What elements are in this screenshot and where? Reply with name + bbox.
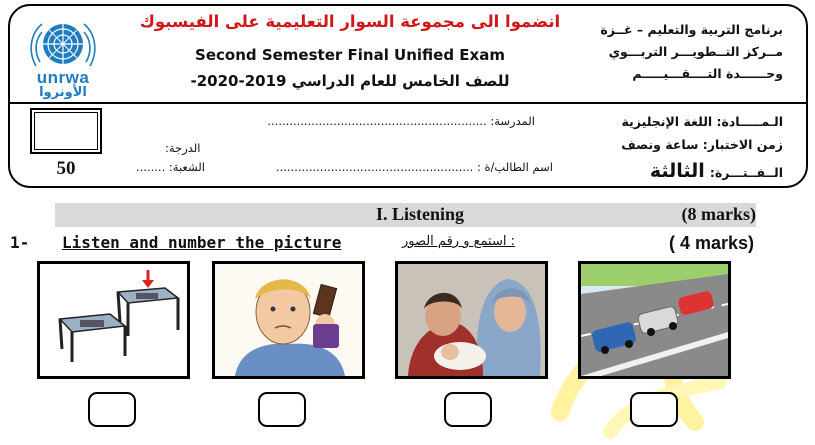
student-name-field[interactable] bbox=[276, 160, 553, 174]
boy-chocolate-illustration-icon bbox=[215, 264, 362, 376]
question-number: 1- bbox=[10, 233, 30, 252]
question-text-arabic: : استمع و رقم الصور bbox=[401, 234, 515, 249]
score-box-inner bbox=[34, 112, 98, 150]
section-field[interactable] bbox=[136, 160, 205, 174]
answer-box-2[interactable] bbox=[258, 392, 306, 427]
center-name: مــركز التــطويـــر التربـــوي bbox=[608, 44, 783, 59]
period-label: الــفــتـــرة: bbox=[709, 165, 783, 180]
school-field[interactable] bbox=[267, 114, 535, 128]
period-value: الثالثة bbox=[649, 160, 705, 182]
logo-text-english: unrwa bbox=[36, 68, 90, 87]
facebook-group-banner: انضموا الى مجموعة السوار التعليمية على الفيسبوك bbox=[139, 12, 561, 31]
school-label: المدرسة: bbox=[490, 114, 535, 128]
student-dots: ...................................................... bbox=[275, 160, 474, 174]
picture-road-cars bbox=[578, 261, 731, 379]
duration-line: زمن الاختبار: ساعة ونصف bbox=[621, 137, 783, 152]
section-label: الشعبة: bbox=[168, 160, 205, 174]
score-total: 50 bbox=[56, 158, 76, 179]
logo-text-arabic: الأونروا bbox=[39, 85, 87, 100]
question-marks: ( 4 marks) bbox=[668, 233, 754, 253]
program-name: برنامج التربية والتعليم – غــزة bbox=[600, 22, 783, 37]
mother-baby-photo-icon bbox=[398, 264, 545, 376]
unit-name: وحــــــدة التــــقـــيـــــم bbox=[632, 66, 783, 81]
school-dots: ............................................................ bbox=[267, 114, 487, 128]
subject-line: الـمـــــادة: اللغة الإنجليزية bbox=[621, 114, 783, 129]
exam-title: Second Semester Final Unified Exam bbox=[195, 46, 505, 64]
student-label: اسم الطالب/ة : bbox=[476, 160, 553, 174]
picture-mother-baby bbox=[395, 261, 548, 379]
grade-label: الدرجة: bbox=[165, 141, 201, 155]
picture-desks bbox=[37, 261, 190, 379]
period-line bbox=[573, 160, 783, 182]
section-dots: ........ bbox=[136, 160, 166, 174]
answer-box-3[interactable] bbox=[444, 392, 492, 427]
answer-box-4[interactable] bbox=[630, 392, 678, 427]
question-text: Listen and number the picture bbox=[62, 233, 342, 252]
listening-marks: (8 marks) bbox=[681, 204, 756, 224]
header-divider bbox=[10, 102, 806, 104]
picture-boy-chocolate bbox=[212, 261, 365, 379]
answer-box-1[interactable] bbox=[88, 392, 136, 427]
road-cars-illustration-icon bbox=[581, 264, 728, 376]
listening-title: I. Listening bbox=[375, 204, 465, 224]
grade-year: للصف الخامس للعام الدراسي 2019-2020- bbox=[190, 72, 510, 90]
desks-illustration-icon bbox=[40, 264, 187, 376]
